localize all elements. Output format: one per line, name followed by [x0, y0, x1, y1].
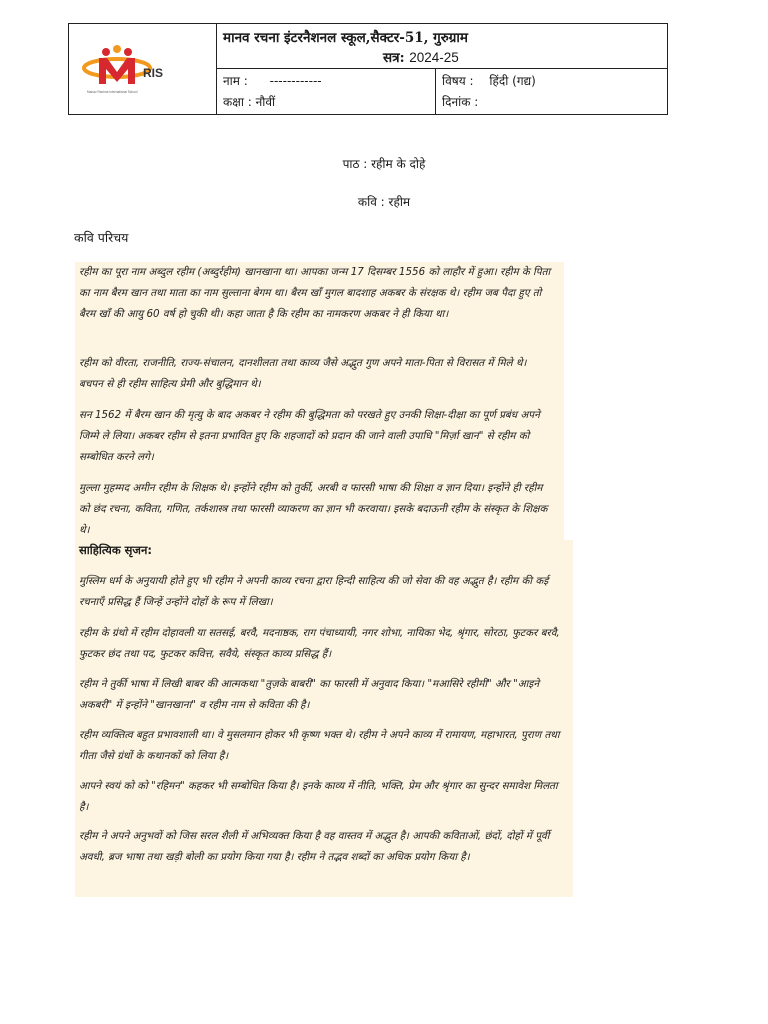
bio-paragraph: रहीम को वीरता, राजनीति, राज्य-संचालन, दानशीलता तथा काव्य जैसे अद्भुत गुण अपने माता-पिता से विरासत में मिले थे। बचपन से ही रहीम साहित्य प्रेमी और बुद्धिमान थे। — [79, 357, 527, 390]
logo-text: RIS — [143, 66, 164, 80]
literary-paragraph: रहीम के ग्रंथो में रहीम दोहावली या सतसई, बरवै, मदनाष्ठक, राग पंचाध्यायी, नगर शोभा, नायिका भेद, श्रृंगार, सोरठा, फुटकर बरवै, फुटकर छंद तथा पद, फुटकर कवित्त, सवैये, संस्कृत काव्य प्रसिद्ध हैं। — [79, 627, 560, 660]
logo-cell — [69, 24, 217, 114]
name-label: नाम : — [223, 74, 248, 88]
date-label: दिनांक : — [442, 95, 479, 109]
subject-label: विषय : — [442, 74, 474, 88]
session — [383, 48, 459, 66]
bio-paragraph: मुल्ला मुहम्मद अमीन रहीम के शिक्षक थे। इन्होंने रहीम को तुर्की, अरबी व फारसी भाषा की शिक्षा व ज्ञान दिया। इन्होंने ही रहीम को छंद रचना, कविता, गणित, तर्कशास्त्र तथा फारसी व्याकरण का ज्ञान भी करवाया। इसके बदाऊनी रहीम के संस्कृत के शिक्षक थे। — [79, 482, 548, 536]
student-info-cell — [217, 69, 436, 114]
session-year: 2024-25 — [409, 50, 459, 65]
subject-info-cell — [436, 69, 667, 114]
bio-paragraph: रहीम का पूरा नाम अब्दुल रहीम (अब्दुर्रहीम) खानखाना था। आपका जन्म 17 दिसम्बर 1556 को लाहौर में हुआ। रहीम के पिता का नाम बैरम खान तथा माता का नाम सुल्ताना बेगम था। बैरम खाँ मुगल बादशाह अकबर के संरक्षक थे। रहीम जब पैदा हुए तो बैरम खाँ की आयु 60 वर्ष हो चुकी थी। कहा जाता है कि रहीम का नामकरण अकबर ने ही किया था। — [79, 266, 551, 320]
school-logo — [81, 44, 205, 96]
header-table — [68, 23, 668, 115]
name-value: ------------ — [269, 74, 322, 88]
lesson-title: पाठ : रहीम के दोहे — [342, 157, 426, 171]
literary-paragraph: रहीम ने अपने अनुभवों को जिस सरल शैली में अभिव्यक्त किया है वह वास्तव में अद्भुत है। आपकी कविताओं, छंदों, दोहों में पूर्वी अवधी, ब्रज भाषा तथा खड़ी बोली का प्रयोग किया गया है। रहीम ने तद्भव शब्दों का अधिक प्रयोग किया है। — [79, 830, 550, 863]
name-field — [223, 72, 322, 89]
class-label: कक्षा : नौवीं — [223, 95, 276, 109]
poet-name: कवि : रहीम — [357, 195, 411, 209]
literary-paragraph: रहीम ने तुर्की भाषा में लिखी बाबर की आत्मकथा "तुज़के बाबरी" का फारसी में अनुवाद किया। "मआसिरे रहीमी" और "आइने अकबरी" में इन्होंने "खानखाना" व रहीम नाम से कविता की है। — [79, 678, 540, 711]
school-title-row — [217, 24, 667, 69]
literary-paragraph: रहीम व्यक्तित्व बहुत प्रभावशाली था। वे मुसलमान होकर भी कृष्ण भक्त थे। रहीम ने अपने काव्य में रामायण, महाभारत, पुराण तथा गीता जैसे ग्रंथों के कथानकों को लिया है। — [79, 729, 560, 762]
subject-field — [442, 72, 536, 89]
intro-heading: कवि परिचय — [74, 230, 129, 245]
subject-value: हिंदी (गद्य) — [489, 74, 536, 88]
session-label: सत्र: — [383, 50, 405, 66]
bio-paragraph: सन 1562 में बैरम खान की मृत्यु के बाद अकबर ने रहीम की बुद्धिमता को परखते हुए उनकी शिक्षा-दीक्षा का पूर्ण प्रबंध अपने जिम्मे ले लिया। अकबर रहीम से इतना प्रभावित हुए कि शहजादों को प्रदान की जाने वाली उपाधि "मिर्ज़ा खान" से रहीम को सम्बोधित करने लगे। — [79, 409, 540, 463]
literary-panel — [75, 540, 573, 897]
literary-paragraph: आपने स्वयं को को "रहिमन" कहकर भी सम्बोधित किया है। इनके काव्य में नीति, भक्ति, प्रेम और श्रृंगार का सुन्दर समावेश मिलता है। — [79, 780, 558, 813]
logo-subtext: Manav Rachna International School — [87, 90, 138, 94]
literary-heading: साहित्यिक सृजन: — [79, 543, 152, 557]
school-name: मानव रचना इंटरनैशनल स्कूल,सैक्टर-51, गुरुग्राम — [223, 30, 468, 46]
biography-panel — [75, 262, 564, 542]
literary-paragraph: मुस्लिम धर्म के अनुयायी होते हुए भी रहीम ने अपनी काव्य रचना द्वारा हिन्दी साहित्य की जो सेवा की वह अद्भुत है। रहीम की कई रचनाएँ प्रसिद्ध हैं जिन्हें उन्होंने दोहों के रूप में लिखा। — [79, 575, 549, 608]
